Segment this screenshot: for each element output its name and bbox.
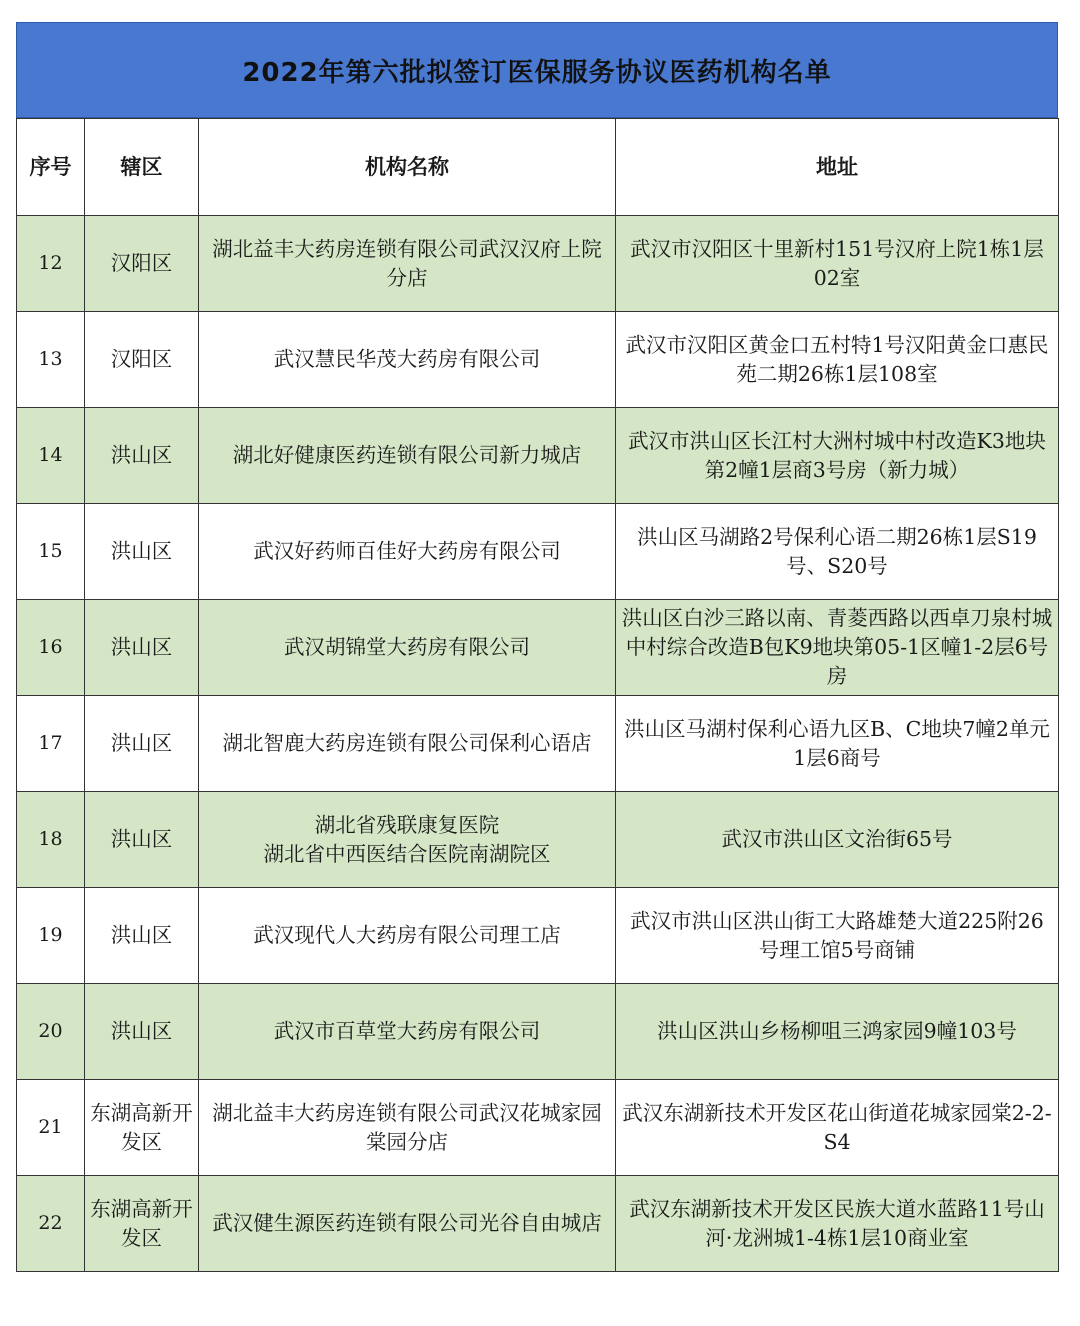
header-district: 辖区 (85, 119, 199, 216)
cell-district: 汉阳区 (85, 312, 199, 408)
cell-name: 湖北省残联康复医院 湖北省中西医结合医院南湖院区 (199, 792, 616, 888)
cell-address: 武汉市洪山区文治街65号 (616, 792, 1059, 888)
table-row (17, 1080, 1059, 1176)
cell-address: 洪山区马湖村保利心语九区B、C地块7幢2单元1层6商号 (616, 696, 1059, 792)
cell-no: 21 (17, 1080, 85, 1176)
cell-address: 武汉东湖新技术开发区民族大道水蓝路11号山河·龙洲城1-4栋1层10商业室 (616, 1176, 1059, 1272)
cell-district: 东湖高新开发区 (85, 1176, 199, 1272)
cell-district: 汉阳区 (85, 216, 199, 312)
cell-name: 武汉慧民华茂大药房有限公司 (199, 312, 616, 408)
table-row (17, 504, 1059, 600)
table-row (17, 792, 1059, 888)
cell-address: 武汉市汉阳区黄金口五村特1号汉阳黄金口惠民苑二期26栋1层108室 (616, 312, 1059, 408)
cell-name: 湖北智鹿大药房连锁有限公司保利心语店 (199, 696, 616, 792)
cell-no: 15 (17, 504, 85, 600)
cell-no: 19 (17, 888, 85, 984)
table-row (17, 600, 1059, 696)
table-row (17, 1176, 1059, 1272)
table-row (17, 888, 1059, 984)
table-header-row (17, 119, 1059, 216)
cell-name: 湖北好健康医药连锁有限公司新力城店 (199, 408, 616, 504)
cell-name: 湖北益丰大药房连锁有限公司武汉汉府上院分店 (199, 216, 616, 312)
cell-no: 17 (17, 696, 85, 792)
cell-no: 16 (17, 600, 85, 696)
cell-address: 武汉市汉阳区十里新村151号汉府上院1栋1层02室 (616, 216, 1059, 312)
cell-name: 武汉现代人大药房有限公司理工店 (199, 888, 616, 984)
cell-address: 武汉市洪山区洪山街工大路雄楚大道225附26号理工馆5号商铺 (616, 888, 1059, 984)
cell-no: 12 (17, 216, 85, 312)
header-address: 地址 (616, 119, 1059, 216)
document-title: 2022年第六批拟签订医保服务协议医药机构名单 (16, 22, 1058, 118)
cell-district: 洪山区 (85, 408, 199, 504)
cell-district: 洪山区 (85, 696, 199, 792)
cell-no: 13 (17, 312, 85, 408)
table-row (17, 408, 1059, 504)
cell-district: 洪山区 (85, 600, 199, 696)
table-row (17, 696, 1059, 792)
table-row (17, 984, 1059, 1080)
table-row (17, 312, 1059, 408)
cell-name: 武汉胡锦堂大药房有限公司 (199, 600, 616, 696)
cell-district: 洪山区 (85, 504, 199, 600)
cell-name: 武汉健生源医药连锁有限公司光谷自由城店 (199, 1176, 616, 1272)
cell-name: 武汉市百草堂大药房有限公司 (199, 984, 616, 1080)
header-name: 机构名称 (199, 119, 616, 216)
cell-no: 14 (17, 408, 85, 504)
cell-no: 20 (17, 984, 85, 1080)
cell-address: 武汉东湖新技术开发区花山街道花城家园棠2-2-S4 (616, 1080, 1059, 1176)
cell-district: 洪山区 (85, 792, 199, 888)
header-no: 序号 (17, 119, 85, 216)
cell-district: 洪山区 (85, 888, 199, 984)
cell-no: 18 (17, 792, 85, 888)
cell-address: 洪山区洪山乡杨柳咀三鸿家园9幢103号 (616, 984, 1059, 1080)
cell-name: 武汉好药师百佳好大药房有限公司 (199, 504, 616, 600)
table-row (17, 216, 1059, 312)
cell-district: 东湖高新开发区 (85, 1080, 199, 1176)
cell-address: 武汉市洪山区长江村大洲村城中村改造K3地块第2幢1层商3号房（新力城） (616, 408, 1059, 504)
institution-table (16, 118, 1059, 1272)
cell-district: 洪山区 (85, 984, 199, 1080)
cell-address: 洪山区马湖路2号保利心语二期26栋1层S19号、S20号 (616, 504, 1059, 600)
cell-address: 洪山区白沙三路以南、青菱西路以西卓刀泉村城中村综合改造B包K9地块第05-1区幢1-2层6号房 (616, 600, 1059, 696)
document (16, 22, 1058, 1272)
cell-name: 湖北益丰大药房连锁有限公司武汉花城家园棠园分店 (199, 1080, 616, 1176)
cell-no: 22 (17, 1176, 85, 1272)
